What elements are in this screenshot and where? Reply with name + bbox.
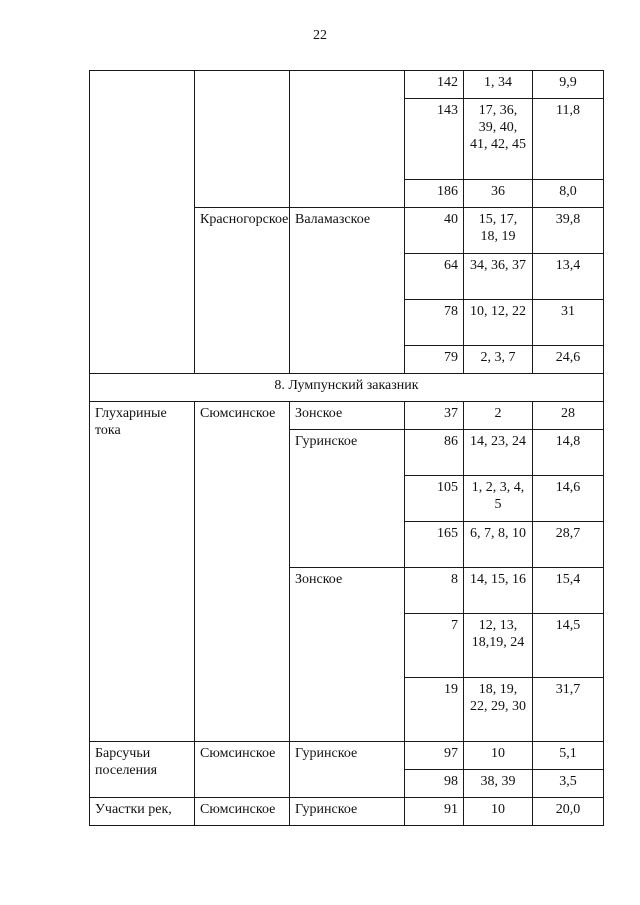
area-cell: 14,8	[533, 430, 604, 476]
sections-cell: 6, 7, 8, 10	[464, 522, 533, 568]
area-cell: 24,6	[533, 346, 604, 374]
table-row	[90, 742, 604, 770]
sections-cell: 36	[464, 180, 533, 208]
quarter-number-cell: 142	[405, 71, 464, 99]
quarter-number-cell: 79	[405, 346, 464, 374]
type-cell: Участки рек,	[90, 798, 195, 826]
sections-cell: 10	[464, 798, 533, 826]
district-cell: Красногорское	[195, 208, 290, 374]
quarter-number-cell: 8	[405, 568, 464, 614]
sections-cell: 15, 17, 18, 19	[464, 208, 533, 254]
area-cell: 5,1	[533, 742, 604, 770]
area-cell: 14,5	[533, 614, 604, 678]
quarter-number-cell: 19	[405, 678, 464, 742]
district-cell: Сюмсинское	[195, 742, 290, 798]
forestry-cell: Гуринское	[290, 742, 405, 798]
quarter-number-cell: 186	[405, 180, 464, 208]
quarter-number-cell: 105	[405, 476, 464, 522]
area-cell: 31,7	[533, 678, 604, 742]
sections-cell: 2, 3, 7	[464, 346, 533, 374]
sections-cell: 10	[464, 742, 533, 770]
quarter-number-cell: 64	[405, 254, 464, 300]
area-cell: 9,9	[533, 71, 604, 99]
page-number: 22	[313, 28, 327, 43]
forestry-cell: Гуринское	[290, 798, 405, 826]
type-cell: Глухариные тока	[90, 402, 195, 742]
table-row	[90, 402, 604, 430]
quarter-number-cell: 40	[405, 208, 464, 254]
quarter-number-cell: 78	[405, 300, 464, 346]
quarter-number-cell: 37	[405, 402, 464, 430]
sections-cell: 10, 12, 22	[464, 300, 533, 346]
district-cell: Сюмсинское	[195, 402, 290, 742]
area-cell: 28,7	[533, 522, 604, 568]
area-cell: 31	[533, 300, 604, 346]
sections-cell: 1, 2, 3, 4, 5	[464, 476, 533, 522]
sections-cell: 38, 39	[464, 770, 533, 798]
quarter-number-cell: 165	[405, 522, 464, 568]
area-cell: 11,8	[533, 99, 604, 180]
area-cell: 15,4	[533, 568, 604, 614]
quarter-number-cell: 98	[405, 770, 464, 798]
area-cell: 28	[533, 402, 604, 430]
forestry-cell: Гуринское	[290, 430, 405, 568]
quarter-number-cell: 97	[405, 742, 464, 770]
area-cell: 20,0	[533, 798, 604, 826]
protected-areas-table	[89, 70, 604, 826]
sections-cell: 2	[464, 402, 533, 430]
type-cell: Барсучьи поселения	[90, 742, 195, 798]
section-title: 8. Лумпунский заказник	[90, 374, 604, 402]
area-cell: 3,5	[533, 770, 604, 798]
section-header-row	[90, 374, 604, 402]
forestry-cell: Валамазское	[290, 208, 405, 374]
quarter-number-cell: 7	[405, 614, 464, 678]
table-row	[90, 71, 604, 99]
forestry-cell	[290, 71, 405, 208]
area-cell: 8,0	[533, 180, 604, 208]
district-cell	[195, 71, 290, 208]
area-cell: 14,6	[533, 476, 604, 522]
area-cell: 39,8	[533, 208, 604, 254]
type-cell	[90, 71, 195, 374]
district-cell: Сюмсинское	[195, 798, 290, 826]
sections-cell: 34, 36, 37	[464, 254, 533, 300]
sections-cell: 14, 15, 16	[464, 568, 533, 614]
forestry-cell: Зонское	[290, 402, 405, 430]
sections-cell: 12, 13, 18,19, 24	[464, 614, 533, 678]
forestry-cell: Зонское	[290, 568, 405, 742]
quarter-number-cell: 143	[405, 99, 464, 180]
sections-cell: 1, 34	[464, 71, 533, 99]
area-cell: 13,4	[533, 254, 604, 300]
quarter-number-cell: 91	[405, 798, 464, 826]
quarter-number-cell: 86	[405, 430, 464, 476]
table-row	[90, 798, 604, 826]
sections-cell: 18, 19, 22, 29, 30	[464, 678, 533, 742]
sections-cell: 14, 23, 24	[464, 430, 533, 476]
sections-cell: 17, 36, 39, 40, 41, 42, 45	[464, 99, 533, 180]
